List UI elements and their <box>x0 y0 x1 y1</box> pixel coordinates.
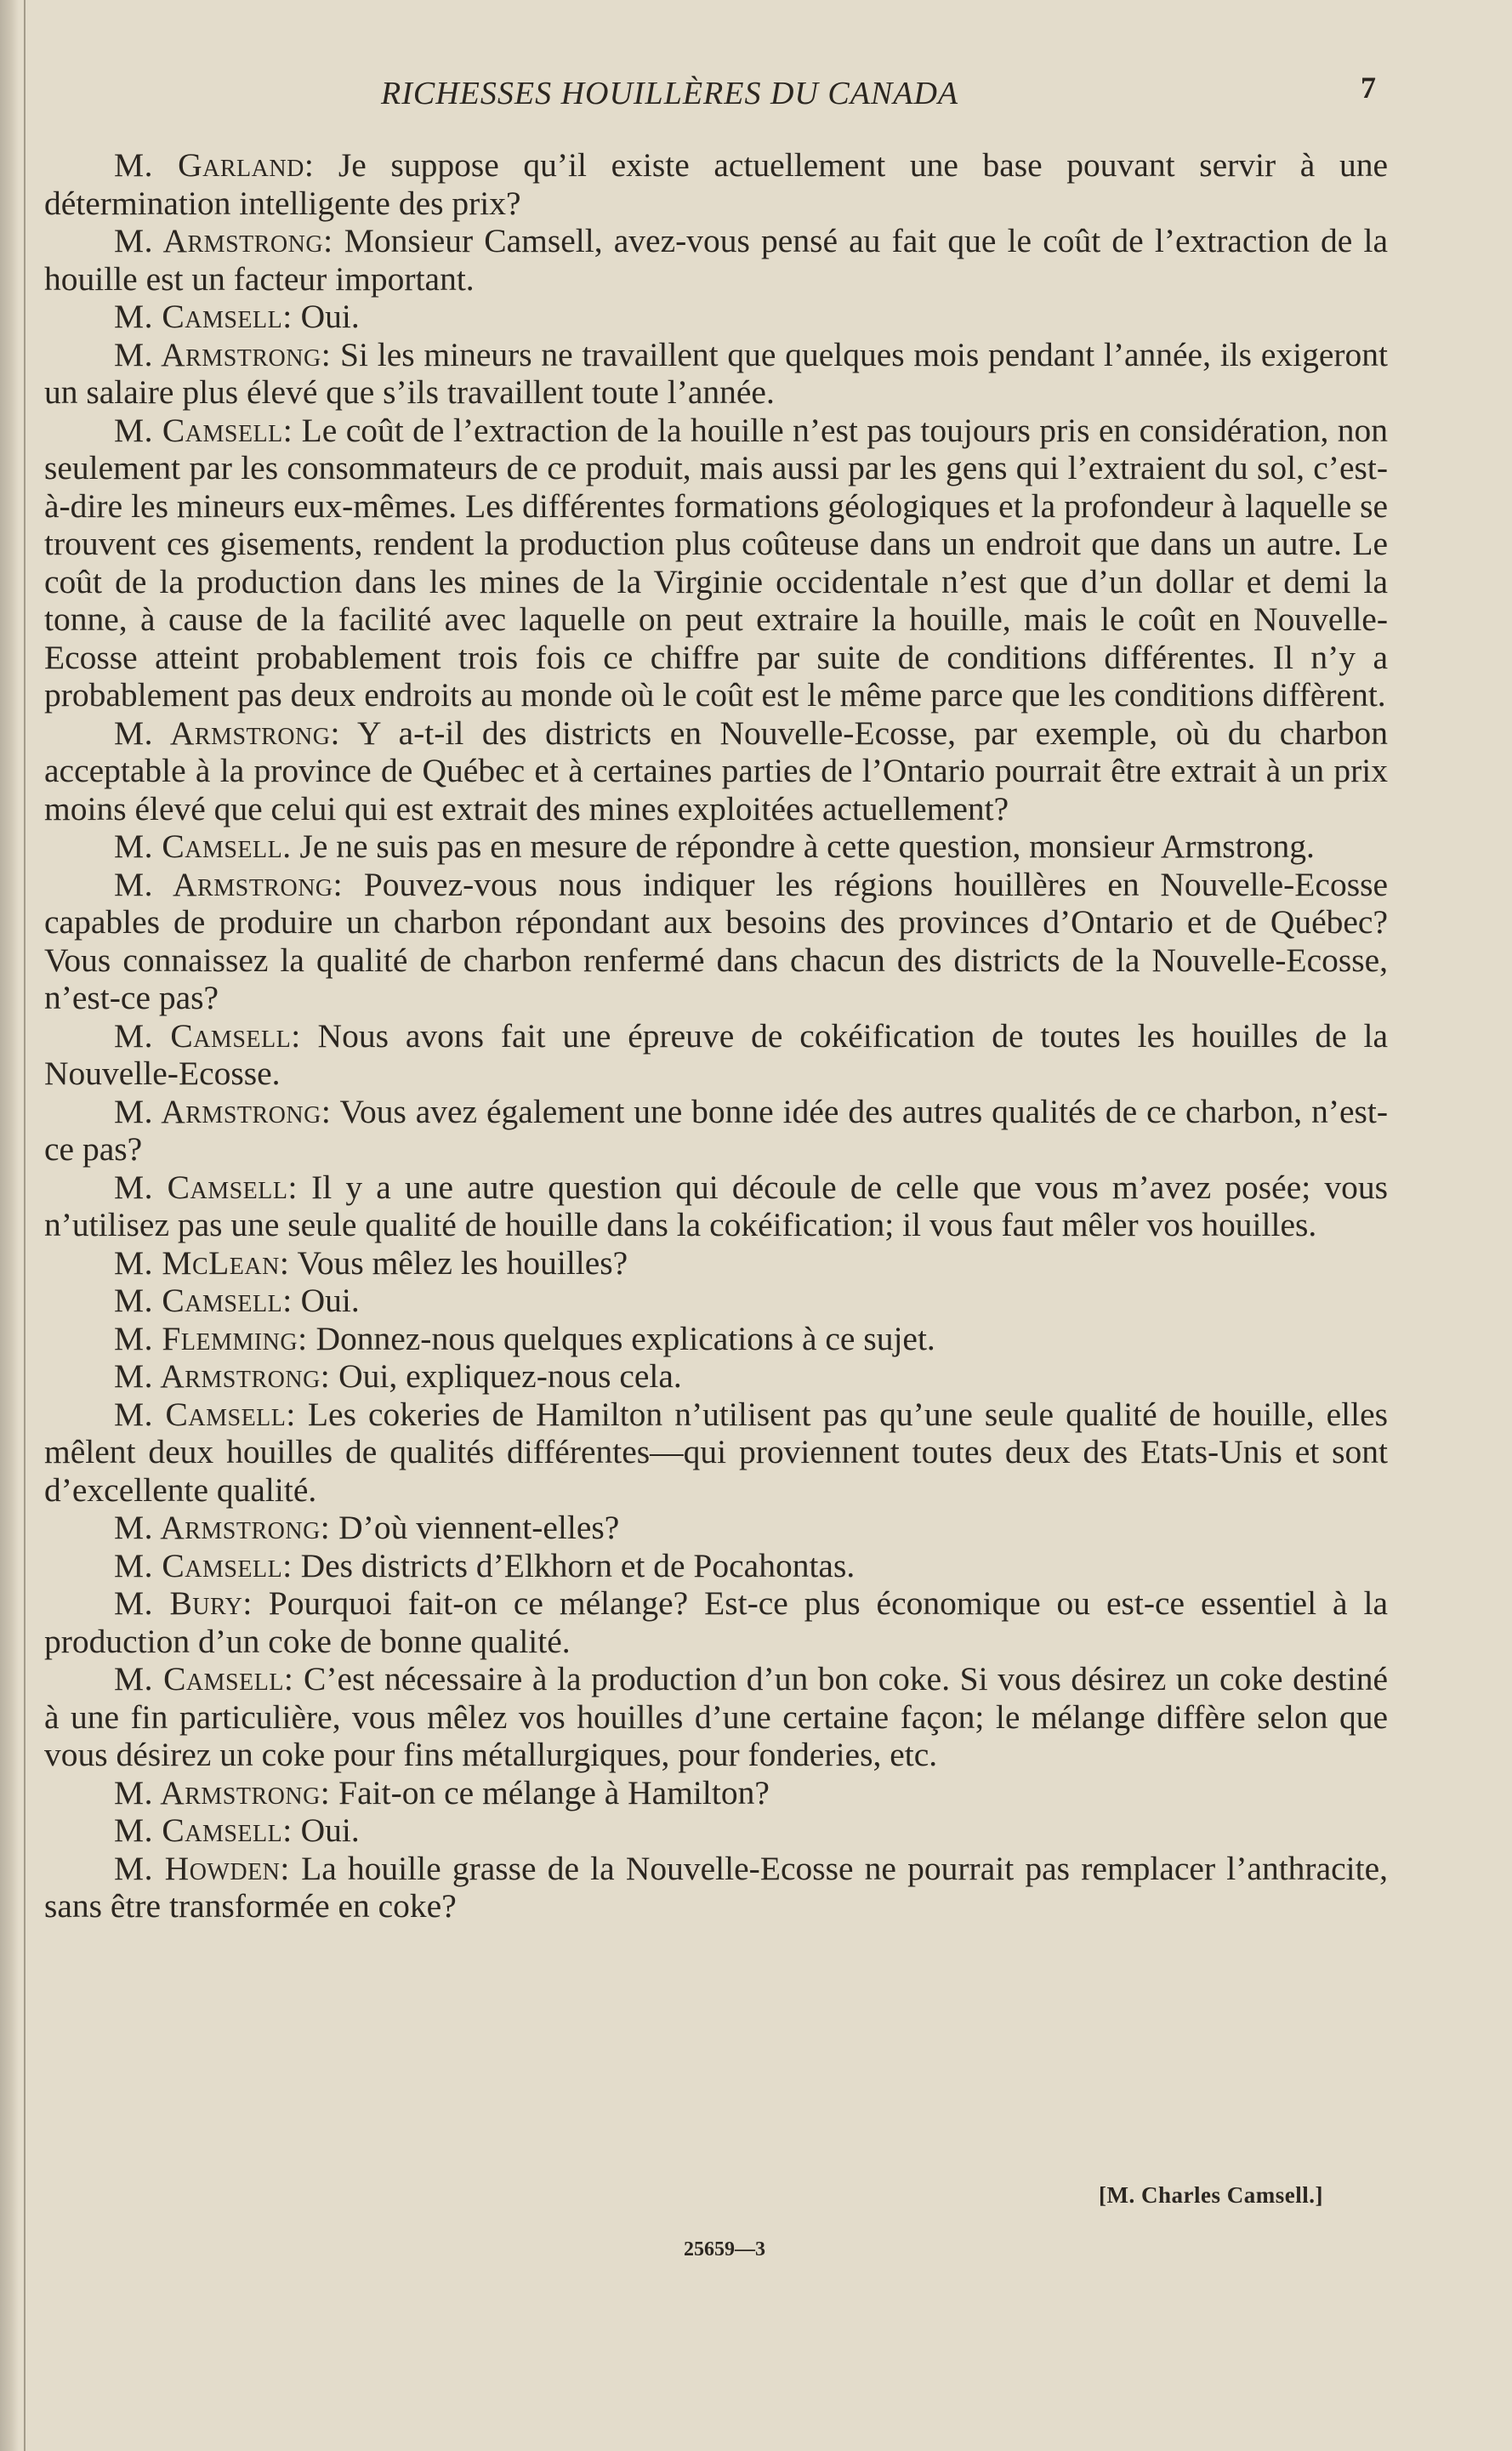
dialogue-paragraph <box>44 866 1388 1017</box>
speaker-name: M. Camsell: <box>114 1168 298 1206</box>
speech-text: Pouvez-vous nous indiquer les régions houillères en Nouvelle-Ecosse capables de produire un charbon répondant aux besoins des provinces d’Ontario et de Québec? Vous connaissez la qualité de charbon renfermé dans chacun des districts de la Nouvelle-Ecosse, n’est-ce pas? <box>44 865 1388 1016</box>
speaker-name: M. Camsell: <box>114 411 293 449</box>
speaker-name: M. McLean: <box>114 1243 290 1282</box>
speaker-signature: [M. Charles Camsell.] <box>1099 2182 1323 2208</box>
dialogue-paragraph <box>44 222 1388 298</box>
dialogue-paragraph <box>44 1396 1388 1510</box>
dialogue-paragraph <box>44 1282 1388 1320</box>
speech-text: Oui. <box>292 1811 360 1849</box>
speaker-name: M. Camsell: <box>114 1546 293 1584</box>
speaker-name: M. Armstrong: <box>114 222 333 259</box>
dialogue-paragraph <box>44 298 1388 336</box>
speech-text: Donnez-nous quelques explications à ce sujet. <box>307 1319 935 1357</box>
dialogue-paragraph <box>44 1547 1388 1585</box>
speech-text: Oui. <box>292 1282 360 1319</box>
running-title: RICHESSES HOUILLÈRES DU CANADA <box>381 76 959 111</box>
speaker-name: M. Camsell: <box>114 1016 301 1055</box>
footer-print-code: 25659—3 <box>684 2238 765 2260</box>
speaker-name: M. Camsell: <box>114 1282 293 1319</box>
speech-text: C’est nécessaire à la production d’un bon coke. Si vous désirez un coke destiné à une fin particulière, vous mêlez vos houilles d’une certaine façon; le mélange diffère selon que vous désirez un coke pour fins métallurgiques, pour fonderies, etc. <box>44 1660 1388 1773</box>
speech-text: Je ne suis pas en mesure de répondre à cette question, monsieur Armstrong. <box>291 827 1315 865</box>
dialogue-paragraph <box>44 1244 1388 1282</box>
speech-text: Y a-t-il des districts en Nouvelle-Ecosse, par exemple, où du charbon acceptable à la province de Québec et à certaines parties de l’Ontario pourrait être extrait à un prix moins élevé que celui qui est extrait des mines exploitées actuellement? <box>44 714 1388 827</box>
speaker-name: M. Bury: <box>114 1584 253 1622</box>
body-text <box>44 146 1388 1925</box>
dialogue-paragraph <box>44 336 1388 412</box>
speech-text: Vous mêlez les houilles? <box>289 1243 628 1282</box>
dialogue-paragraph <box>44 1850 1388 1925</box>
speaker-name: M. Garland: <box>114 146 315 184</box>
dialogue-paragraph <box>44 1357 1388 1396</box>
speech-text: Je suppose qu’il existe actuellement une base pouvant servir à une détermination intelligente des prix? <box>44 146 1388 222</box>
page-binding-edge <box>0 0 19 2451</box>
speech-text: Les cokeries de Hamilton n’utilisent pas qu’une seule qualité de houille, elles mêlent deux houilles de qualités différentes—qui proviennent toutes deux des Etats-Unis et sont d’excellente qualité. <box>44 1395 1388 1509</box>
dialogue-paragraph <box>44 714 1388 828</box>
speaker-name: M. Howden: <box>114 1849 290 1887</box>
speaker-name: M. Armstrong: <box>114 1509 331 1546</box>
speech-text: Vous avez également une bonne idée des autres qualités de ce charbon, n’est-ce pas? <box>44 1092 1389 1168</box>
speech-text: La houille grasse de la Nouvelle-Ecosse ne pourrait pas remplacer l’anthracite, sans être transformée en coke? <box>44 1849 1388 1925</box>
speech-text: Monsieur Camsell, avez-vous pensé au fait que le coût de l’extraction de la houille est un facteur important. <box>44 222 1388 298</box>
speaker-name: M. Camsell: <box>114 1811 293 1849</box>
dialogue-paragraph <box>44 827 1388 866</box>
dialogue-paragraph <box>44 1320 1388 1358</box>
speaker-name: M. Armstrong: <box>114 1092 332 1130</box>
speech-text: Le coût de l’extraction de la houille n’est pas toujours pris en considération, non seulement par les consommateurs de ce produit, mais aussi par les gens qui l’extraient du sol, c’est-à-dire les mineurs eux-mêmes. Les différentes formations géologiques et la profondeur à laquelle se trouvent ces gisements, rendent la production plus coûteuse dans un endroit que dans un autre. Le coût de la production dans les mines de la Virginie occidentale n’est que d’un dollar et demi la tonne, à cause de la facilité avec laquelle on peut extraire la houille, mais le coût en Nouvelle-Ecosse atteint probablement trois fois ce chiffre par suite de conditions différentes. Il n’y a probablement pas deux endroits au monde où le coût est le même parce que les conditions diffèrent. <box>44 411 1388 714</box>
speaker-name: M. Flemming: <box>114 1319 308 1357</box>
speaker-name: M. Armstrong: <box>114 335 332 373</box>
speech-text: Fait-on ce mélange à Hamilton? <box>330 1773 770 1811</box>
speaker-name: M. Camsell: <box>114 1660 294 1698</box>
speech-text: Oui, expliquez-nous cela. <box>330 1357 682 1395</box>
speaker-name: M. Camsell: <box>114 298 293 335</box>
dialogue-paragraph <box>44 1509 1388 1547</box>
speech-text: Des districts d’Elkhorn et de Pocahontas. <box>292 1546 855 1584</box>
speaker-name: M. Armstrong: <box>114 714 340 752</box>
dialogue-paragraph <box>44 1774 1388 1812</box>
speaker-name: M. Camsell. <box>114 827 292 865</box>
dialogue-paragraph <box>44 412 1388 714</box>
speech-text: D’où viennent-elles? <box>330 1509 620 1546</box>
dialogue-paragraph <box>44 1017 1388 1093</box>
speaker-name: M. Camsell: <box>114 1395 296 1433</box>
dialogue-paragraph <box>44 1093 1388 1169</box>
speech-text: Nous avons fait une épreuve de cokéification de toutes les houilles de la Nouvelle-Ecosse. <box>44 1016 1388 1092</box>
dialogue-paragraph <box>44 1660 1388 1774</box>
speaker-name: M. Armstrong: <box>114 865 344 903</box>
dialogue-paragraph <box>44 146 1388 222</box>
speaker-name: M. Armstrong: <box>114 1357 331 1395</box>
speech-text: Oui. <box>292 298 360 335</box>
dialogue-paragraph <box>44 1169 1388 1244</box>
speaker-name: M. Armstrong: <box>114 1773 331 1811</box>
dialogue-paragraph <box>44 1584 1388 1660</box>
dialogue-paragraph <box>44 1811 1388 1850</box>
page-binding-line <box>24 0 26 2451</box>
speech-text: Pourquoi fait-on ce mélange? Est-ce plus économique ou est-ce essentiel à la production d’un coke de bonne qualité. <box>44 1584 1388 1660</box>
speech-text: Si les mineurs ne travaillent que quelques mois pendant l’année, ils exigeront un salaire plus élevé que s’ils travaillent toute l’année. <box>44 335 1389 411</box>
speech-text: Il y a une autre question qui découle de celle que vous m’avez posée; vous n’utilisez pas une seule qualité de houille dans la cokéification; il vous faut mêler vos houilles. <box>44 1168 1388 1243</box>
page-number: 7 <box>1361 71 1376 105</box>
